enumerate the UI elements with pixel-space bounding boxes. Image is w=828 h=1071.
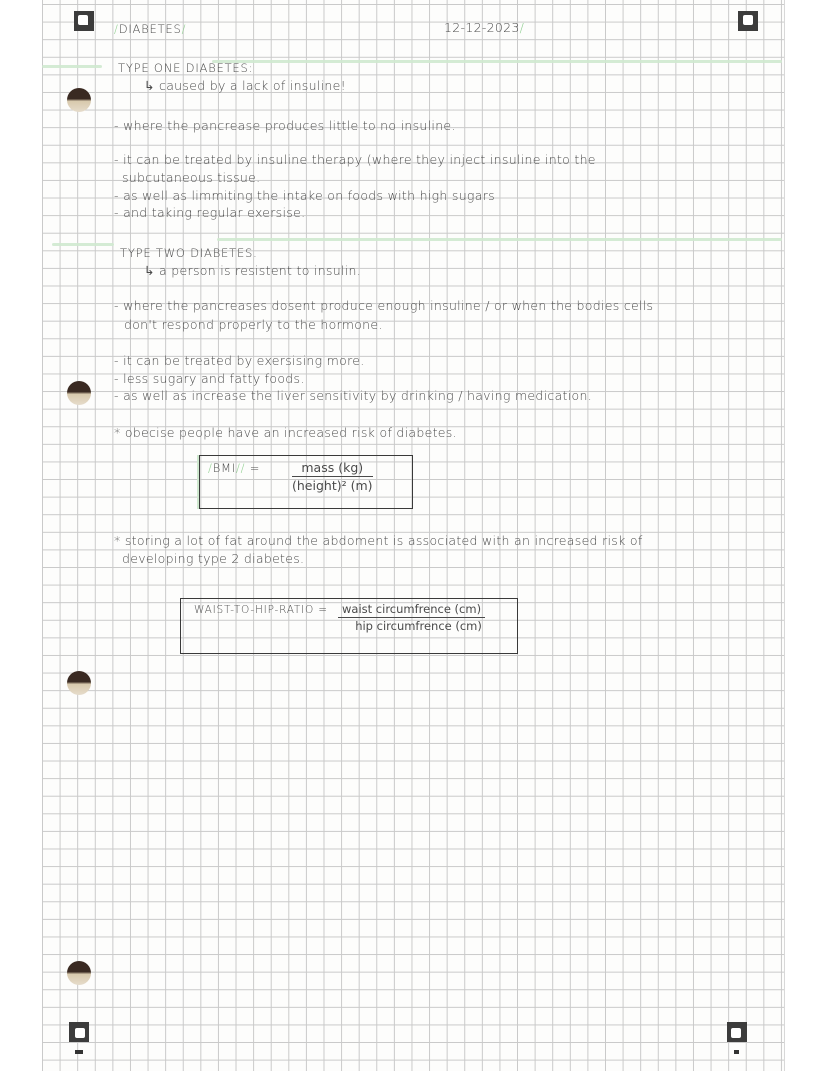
type2-cause: ↳ a person is resistent to insulin. <box>144 263 361 278</box>
type2-heading: TYPE TWO DIABETES. <box>120 246 258 260</box>
type1-bullet: - it can be treated by insuline therapy (where they inject insuline into the <box>114 152 596 167</box>
bmi-numerator: mass (kg) <box>292 460 373 477</box>
type2-description: don't respond properly to the hormone. <box>124 317 383 332</box>
whr-fraction <box>338 602 485 633</box>
type1-bullet: subcutaneous tissue. <box>122 170 261 185</box>
corner-marker-bottom-left-icon <box>69 1022 89 1042</box>
abdomen-note: developing type 2 diabetes. <box>122 551 305 566</box>
type1-bullet: - as well as limmiting the intake on foods with high sugars <box>114 188 495 203</box>
bottom-left-dash-icon <box>75 1050 83 1054</box>
bmi-denominator: (height)² (m) <box>292 478 373 493</box>
type1-bullet: - where the pancrease produces little to no insuline. <box>114 118 456 133</box>
obesity-note: * obecise people have an increased risk of diabetes. <box>114 425 457 440</box>
whr-numerator: waist circumfrence (cm) <box>338 602 485 618</box>
corner-marker-bottom-right-icon <box>727 1022 747 1042</box>
abdomen-note: * storing a lot of fat around the abdoment is associated with an increased risk of <box>114 533 643 548</box>
binder-hole-icon <box>67 961 91 985</box>
binder-hole-icon <box>67 671 91 695</box>
bmi-fraction <box>292 460 373 493</box>
type2-description: - where the pancreases dosent produce enough insuline / or when the bodies cells <box>114 298 654 313</box>
binder-hole-icon <box>67 88 91 112</box>
highlight-stroke <box>217 238 782 241</box>
page-date: 12-12-2023/ <box>444 20 525 35</box>
type2-treatment: - less sugary and fatty foods. <box>114 371 305 386</box>
highlight-stroke <box>212 60 782 63</box>
type2-treatment: - it can be treated by exersising more. <box>114 353 365 368</box>
whr-denominator: hip circumfrence (cm) <box>355 619 482 633</box>
highlight-stroke <box>52 243 114 246</box>
grid-paper-page <box>42 0 784 1071</box>
binder-hole-icon <box>67 381 91 405</box>
corner-marker-top-left-icon <box>74 11 94 31</box>
type1-heading: TYPE ONE DIABETES: <box>118 61 254 75</box>
type1-bullet: - and taking regular exersise. <box>114 205 306 220</box>
corner-marker-top-right-icon <box>738 11 758 31</box>
whr-label: WAIST-TO-HIP-RATIO = <box>194 604 328 616</box>
highlight-stroke <box>42 65 102 68</box>
bmi-label: /BMI// = <box>208 461 261 475</box>
bottom-right-dash-icon <box>734 1050 739 1054</box>
type2-treatment: - as well as increase the liver sensitivity by drinking / having medication. <box>114 388 592 403</box>
type1-cause: ↳ caused by a lack of insuline! <box>144 78 346 93</box>
page-title: /DIABETES/ <box>114 22 187 36</box>
